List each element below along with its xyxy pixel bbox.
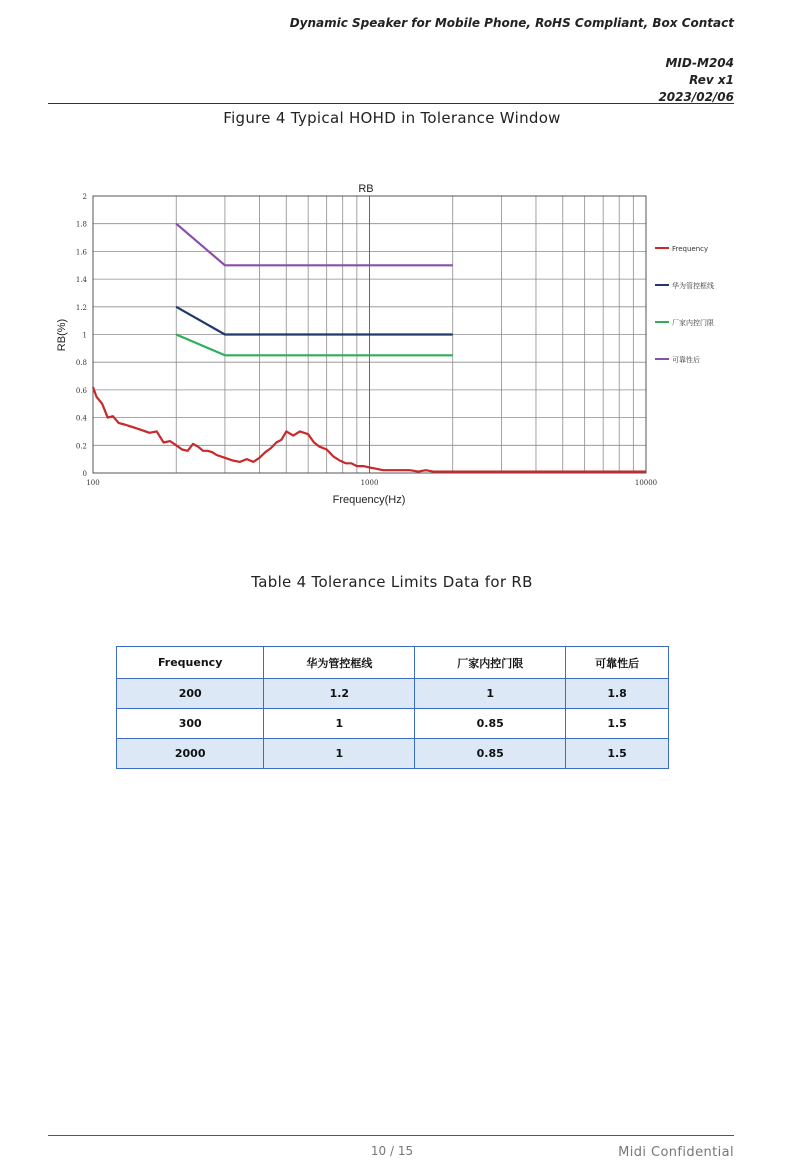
x-tick-label: 1000 <box>360 479 379 487</box>
document-date: 2023/02/06 <box>658 90 734 104</box>
y-tick-label: 0.2 <box>75 442 87 451</box>
y-tick-label: 1 <box>82 331 87 340</box>
y-tick-label: 1.2 <box>75 303 87 312</box>
document-revision: Rev x1 <box>689 73 734 87</box>
table-cell: 0.85 <box>415 739 566 769</box>
x-axis-label: Frequency(Hz) <box>332 494 406 506</box>
y-axis-label: RB(%) <box>56 318 68 352</box>
header-huawei-control: 华为管控框线 <box>264 647 415 679</box>
table-cell: 1 <box>415 679 566 709</box>
y-tick-label: 0.4 <box>75 414 87 423</box>
x-tick-label: 100 <box>86 479 100 487</box>
confidential-label: Midi Confidential <box>618 1145 734 1160</box>
table-row <box>117 679 669 709</box>
table-cell: 1.2 <box>264 679 415 709</box>
page-number: 10 / 15 <box>370 1144 414 1158</box>
y-tick-label: 0 <box>82 470 87 478</box>
table-cell: 1.8 <box>566 679 669 709</box>
table-row <box>117 739 669 769</box>
header-rule <box>48 103 734 104</box>
table-row <box>117 709 669 739</box>
y-tick-label: 1.6 <box>75 248 87 257</box>
rb-chart <box>48 175 738 520</box>
chart-title: RB <box>358 183 374 195</box>
table-cell: 200 <box>117 679 264 709</box>
table-cell: 1 <box>264 739 415 769</box>
document-id: MID-M204 <box>665 56 734 70</box>
table-cell: 1.5 <box>566 739 669 769</box>
y-tick-label: 1.4 <box>75 276 87 285</box>
legend-label: Frequency <box>672 245 709 253</box>
y-tick-label: 2 <box>82 193 87 201</box>
figure-caption: Figure 4 Typical HOHD in Tolerance Window <box>223 109 561 127</box>
table-cell: 1.5 <box>566 709 669 739</box>
header-frequency: Frequency <box>117 647 264 679</box>
table-cell: 1 <box>264 709 415 739</box>
footer-rule <box>48 1135 734 1136</box>
document-meta <box>658 55 734 106</box>
table-caption: Table 4 Tolerance Limits Data for RB <box>251 573 533 591</box>
document-title: Dynamic Speaker for Mobile Phone, RoHS Compliant, Box Contact <box>289 16 734 30</box>
header-after-reliability: 可靠性后 <box>566 647 669 679</box>
table-cell: 2000 <box>117 739 264 769</box>
table-cell: 300 <box>117 709 264 739</box>
legend-label: 厂家内控门限 <box>672 319 714 327</box>
chart-background <box>48 175 738 520</box>
legend-label: 华为管控框线 <box>672 282 714 290</box>
y-tick-label: 1.8 <box>75 220 87 229</box>
y-tick-label: 0.6 <box>75 386 87 395</box>
table-cell: 0.85 <box>415 709 566 739</box>
header-vendor-internal: 厂家内控门限 <box>415 647 566 679</box>
table-header-row <box>117 647 669 679</box>
x-tick-label: 10000 <box>634 479 658 487</box>
legend-label: 可靠性后 <box>672 356 700 364</box>
y-tick-label: 0.8 <box>75 359 87 368</box>
tolerance-limits-table <box>116 646 669 769</box>
